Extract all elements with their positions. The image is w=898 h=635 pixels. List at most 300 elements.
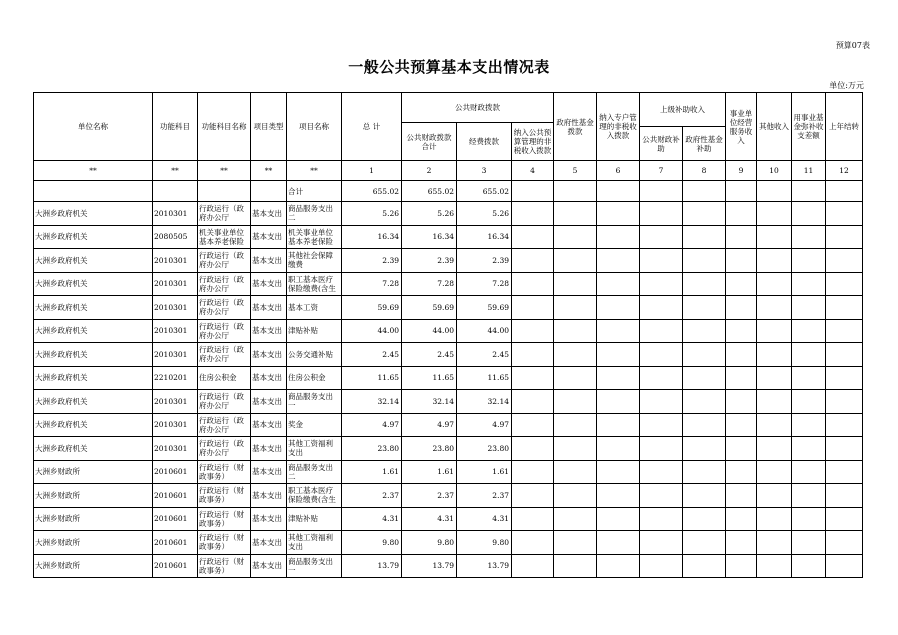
empty-cell: [683, 366, 726, 390]
column-number-row: [34, 161, 863, 181]
empty-cell: [597, 366, 640, 390]
func-name-cell-text: 行政运行（政府办公厅: [199, 251, 244, 270]
column-number: 4: [512, 161, 554, 181]
empty-cell: [757, 296, 792, 320]
column-number: **: [251, 161, 287, 181]
subtotal-cell: 9.80: [402, 531, 457, 555]
empty-cell: [512, 272, 554, 296]
item-name-cell-text: 商品服务支出二: [288, 462, 333, 481]
empty-cell: [640, 507, 683, 531]
column-number: **: [153, 161, 198, 181]
empty-cell: [554, 484, 597, 508]
empty-cell: [640, 366, 683, 390]
column-number: 3: [457, 161, 512, 181]
empty-cell: [683, 272, 726, 296]
item-type-cell: 基本支出: [251, 272, 287, 296]
empty-cell: [683, 484, 726, 508]
empty-cell: [554, 460, 597, 484]
empty-cell: [726, 202, 757, 226]
column-number: 9: [726, 161, 757, 181]
total-cell: 16.34: [342, 225, 402, 249]
item-type-cell: 基本支出: [251, 531, 287, 555]
empty-cell: [554, 507, 597, 531]
item-name-cell: [287, 531, 342, 555]
total-cell: 4.97: [342, 413, 402, 437]
empty-cell: [826, 319, 863, 343]
empty-cell: [512, 225, 554, 249]
table-row: [34, 366, 863, 390]
unit-name-cell: 大洲乡政府机关: [34, 202, 153, 226]
item-type-cell: 基本支出: [251, 366, 287, 390]
func-code-cell: 2010301: [153, 249, 198, 273]
column-number: 8: [683, 161, 726, 181]
item-name-cell-text: 机关事业单位基本养老保险: [288, 227, 333, 246]
empty-cell: [640, 202, 683, 226]
empty-cell: [726, 343, 757, 367]
item-name-cell: [287, 390, 342, 414]
item-name-cell: [287, 202, 342, 226]
empty-cell: [512, 413, 554, 437]
column-number: **: [34, 161, 153, 181]
func-code-cell: 2010301: [153, 437, 198, 461]
empty-cell: [757, 460, 792, 484]
unit-name-cell: 大洲乡政府机关: [34, 249, 153, 273]
table-row: [34, 507, 863, 531]
header-special-nontax: 纳入专户管理的非税收入拨款: [597, 93, 640, 161]
empty-cell: [683, 460, 726, 484]
func-name-cell-text: 行政运行（政府办公厅: [199, 392, 244, 411]
unit-name-cell: 大洲乡政府机关: [34, 272, 153, 296]
func-name-cell-text: 行政运行（政府办公厅: [199, 298, 244, 317]
empty-cell: [640, 343, 683, 367]
item-name-cell-text: 其他工资福利支出: [288, 439, 333, 458]
fund-cell: 1.61: [457, 460, 512, 484]
header-sup-public: 公共财政补助: [640, 127, 683, 161]
empty-cell: [757, 225, 792, 249]
empty-cell: [757, 272, 792, 296]
empty-cell: [757, 366, 792, 390]
empty-cell: [597, 437, 640, 461]
empty-cell: [512, 366, 554, 390]
item-type-cell: 基本支出: [251, 507, 287, 531]
empty-cell: [554, 296, 597, 320]
subtotal-cell: 2.45: [402, 343, 457, 367]
empty-cell: [726, 507, 757, 531]
empty-cell: [726, 249, 757, 273]
empty-cell: [726, 390, 757, 414]
func-name-cell-text: 行政运行（财政事务）: [199, 462, 244, 481]
empty-cell: [826, 225, 863, 249]
fund-cell: 4.31: [457, 507, 512, 531]
header-superior: 上级补助收入: [640, 93, 726, 127]
empty-cell: [683, 413, 726, 437]
empty-cell: [792, 531, 826, 555]
item-name-cell-text: 职工基本医疗保险缴费(含生: [288, 274, 336, 293]
empty-cell: [554, 225, 597, 249]
table-row: [34, 531, 863, 555]
empty-cell: [757, 507, 792, 531]
header-func-name: 功能科目名称: [198, 93, 251, 161]
empty-cell: [792, 319, 826, 343]
table-row: [34, 343, 863, 367]
func-code-cell: 2080505: [153, 225, 198, 249]
empty-cell: [597, 249, 640, 273]
fund-cell: 9.80: [457, 531, 512, 555]
total-cell: 2.39: [342, 249, 402, 273]
table-row: [34, 437, 863, 461]
func-name-cell-text: 行政运行（财政事务）: [199, 486, 244, 505]
empty-cell: [792, 202, 826, 226]
item-name-cell: [287, 507, 342, 531]
empty-cell: [597, 225, 640, 249]
empty-cell: [554, 366, 597, 390]
total-cell: 23.80: [342, 437, 402, 461]
table-row: [34, 554, 863, 578]
item-name-cell-text: 奖金: [288, 420, 303, 430]
subtotal-cell: 2.37: [402, 484, 457, 508]
func-code-cell: 2010301: [153, 343, 198, 367]
func-name-cell-text: 行政运行（政府办公厅: [199, 321, 244, 340]
func-name-cell-text: 行政运行（财政事务）: [199, 509, 244, 528]
unit-name-cell: 大洲乡政府机关: [34, 225, 153, 249]
column-number: 10: [757, 161, 792, 181]
empty-cell: [597, 460, 640, 484]
func-name-cell-text: 机关事业单位基本养老保险: [199, 227, 244, 246]
empty-cell: [554, 437, 597, 461]
unit-name-cell: 大洲乡财政所: [34, 531, 153, 555]
func-name-cell: [198, 296, 251, 320]
header-balance-fund: 用事业基金弥补收支差额: [792, 93, 826, 161]
item-type-cell: 基本支出: [251, 319, 287, 343]
item-type-cell: 基本支出: [251, 343, 287, 367]
fund-cell: 59.69: [457, 296, 512, 320]
empty-cell: [554, 390, 597, 414]
func-name-cell-text: 行政运行（财政事务）: [199, 556, 244, 575]
item-name-cell: [287, 413, 342, 437]
total-label: 合计: [287, 181, 342, 202]
func-name-cell-text: 行政运行（财政事务）: [199, 533, 244, 552]
empty-cell: [554, 319, 597, 343]
item-name-cell-text: 其他社会保障缴费: [288, 251, 333, 270]
table-row: [34, 272, 863, 296]
empty-cell: [757, 319, 792, 343]
total-cell: 59.69: [342, 296, 402, 320]
empty-cell: [726, 484, 757, 508]
fund-cell: 23.80: [457, 437, 512, 461]
item-type-cell: 基本支出: [251, 554, 287, 578]
total-fund: 655.02: [457, 181, 512, 202]
empty-cell: [512, 296, 554, 320]
header-item-type: 项目类型: [251, 93, 287, 161]
func-name-cell: [198, 249, 251, 273]
empty-cell: [597, 390, 640, 414]
unit-name-cell: 大洲乡财政所: [34, 460, 153, 484]
empty-cell: [792, 484, 826, 508]
func-code-cell: 2010301: [153, 296, 198, 320]
empty-cell: [826, 554, 863, 578]
func-name-cell: [198, 531, 251, 555]
unit-name-cell: 大洲乡政府机关: [34, 390, 153, 414]
empty-cell: [597, 296, 640, 320]
fund-cell: 7.28: [457, 272, 512, 296]
table-row: [34, 296, 863, 320]
empty-cell: [640, 319, 683, 343]
total-cell: 11.65: [342, 366, 402, 390]
empty-cell: [726, 319, 757, 343]
item-type-cell: 基本支出: [251, 249, 287, 273]
table-row: [34, 202, 863, 226]
subtotal-cell: 11.65: [402, 366, 457, 390]
fund-cell: 5.26: [457, 202, 512, 226]
empty-cell: [597, 202, 640, 226]
unit-name-cell: 大洲乡政府机关: [34, 413, 153, 437]
item-name-cell-text: 其他工资福利支出: [288, 533, 333, 552]
header-biz-income: 事业单位经营服务收入: [726, 93, 757, 161]
empty-cell: [726, 366, 757, 390]
header-pf-subtotal: 公共财政拨款合计: [402, 123, 457, 161]
empty-cell: [726, 413, 757, 437]
empty-cell: [726, 225, 757, 249]
empty-cell: [792, 343, 826, 367]
empty-cell: [597, 343, 640, 367]
empty-cell: [640, 484, 683, 508]
empty-cell: [826, 437, 863, 461]
header-gov-fund: 政府性基金拨款: [554, 93, 597, 161]
fund-cell: 2.37: [457, 484, 512, 508]
empty-cell: [554, 343, 597, 367]
empty-cell: [597, 531, 640, 555]
subtotal-cell: 16.34: [402, 225, 457, 249]
empty-cell: [726, 460, 757, 484]
column-number: 11: [792, 161, 826, 181]
empty-cell: [826, 507, 863, 531]
func-name-cell-text: 行政运行（政府办公厅: [199, 345, 244, 364]
item-type-cell: 基本支出: [251, 225, 287, 249]
empty-cell: [683, 319, 726, 343]
empty-cell: [792, 272, 826, 296]
header-other-income: 其他收入: [757, 93, 792, 161]
item-name-cell: [287, 296, 342, 320]
fund-cell: 16.34: [457, 225, 512, 249]
empty-cell: [826, 343, 863, 367]
empty-cell: [640, 249, 683, 273]
table-row: [34, 390, 863, 414]
empty-cell: [640, 225, 683, 249]
empty-cell: [792, 507, 826, 531]
func-name-cell: [198, 460, 251, 484]
item-name-cell-text: 职工基本医疗保险缴费(含生: [288, 486, 336, 505]
empty-cell: [640, 413, 683, 437]
empty-cell: [597, 507, 640, 531]
empty-cell: [792, 225, 826, 249]
unit-name-cell: 大洲乡政府机关: [34, 343, 153, 367]
subtotal-cell: 32.14: [402, 390, 457, 414]
empty-cell: [683, 249, 726, 273]
empty-cell: [757, 531, 792, 555]
header-pf-nontax: 纳入公共预算管理的非税收入拨款: [512, 123, 554, 161]
func-code-cell: 2010601: [153, 531, 198, 555]
unit-name-cell: 大洲乡政府机关: [34, 296, 153, 320]
empty-cell: [792, 460, 826, 484]
empty-cell: [640, 272, 683, 296]
empty-cell: [826, 413, 863, 437]
empty-cell: [683, 202, 726, 226]
empty-cell: [640, 296, 683, 320]
unit-name-cell: 大洲乡财政所: [34, 554, 153, 578]
table-row: [34, 249, 863, 273]
item-name-cell-text: 商品服务支出一: [288, 392, 333, 411]
item-name-cell-text: 津贴补贴: [288, 514, 318, 524]
empty-cell: [826, 249, 863, 273]
empty-cell: [826, 296, 863, 320]
empty-cell: [757, 554, 792, 578]
func-code-cell: 2010601: [153, 554, 198, 578]
func-code-cell: 2010301: [153, 272, 198, 296]
item-name-cell-text: 商品服务支出二: [288, 204, 333, 223]
fund-cell: 4.97: [457, 413, 512, 437]
header-item-name: 项目名称: [287, 93, 342, 161]
column-number: 7: [640, 161, 683, 181]
budget-table: [33, 92, 863, 578]
total-amount: 655.02: [342, 181, 402, 202]
header-unit-name: 单位名称: [34, 93, 153, 161]
func-code-cell: 2210201: [153, 366, 198, 390]
item-name-cell-text: 住房公积金: [288, 373, 326, 383]
empty-cell: [726, 296, 757, 320]
unit-label: 单位:万元: [829, 81, 864, 90]
empty-cell: [683, 343, 726, 367]
empty-cell: [597, 484, 640, 508]
empty-cell: [512, 554, 554, 578]
empty-cell: [554, 413, 597, 437]
empty-cell: [512, 437, 554, 461]
column-number: 1: [342, 161, 402, 181]
item-name-cell: [287, 366, 342, 390]
empty-cell: [757, 249, 792, 273]
empty-cell: [597, 319, 640, 343]
empty-cell: [640, 390, 683, 414]
header-carry-over: 上年结转: [826, 93, 863, 161]
fund-cell: 2.39: [457, 249, 512, 273]
unit-name-cell: 大洲乡财政所: [34, 484, 153, 508]
empty-cell: [683, 531, 726, 555]
empty-cell: [597, 413, 640, 437]
item-type-cell: 基本支出: [251, 413, 287, 437]
empty-cell: [792, 390, 826, 414]
table-row: [34, 225, 863, 249]
empty-cell: [554, 272, 597, 296]
empty-cell: [683, 507, 726, 531]
func-code-cell: 2010601: [153, 507, 198, 531]
empty-cell: [512, 484, 554, 508]
func-name-cell: [198, 437, 251, 461]
subtotal-cell: 44.00: [402, 319, 457, 343]
unit-name-cell: 大洲乡政府机关: [34, 437, 153, 461]
empty-cell: [512, 319, 554, 343]
header-func-code: 功能科目: [153, 93, 198, 161]
total-cell: 2.45: [342, 343, 402, 367]
item-name-cell: [287, 319, 342, 343]
empty-cell: [757, 437, 792, 461]
header-sup-gov: 政府性基金补助: [683, 127, 726, 161]
subtotal-cell: 59.69: [402, 296, 457, 320]
func-code-cell: 2010301: [153, 390, 198, 414]
subtotal-cell: 13.79: [402, 554, 457, 578]
empty-cell: [792, 437, 826, 461]
item-name-cell: [287, 460, 342, 484]
func-code-cell: 2010301: [153, 202, 198, 226]
header-public-finance: 公共财政拨款: [402, 93, 554, 123]
total-cell: 2.37: [342, 484, 402, 508]
empty-cell: [554, 202, 597, 226]
fund-cell: 44.00: [457, 319, 512, 343]
func-name-cell-text: 行政运行（政府办公厅: [199, 439, 244, 458]
subtotal-cell: 7.28: [402, 272, 457, 296]
table-row: [34, 319, 863, 343]
table-row: [34, 484, 863, 508]
empty-cell: [512, 507, 554, 531]
total-cell: 4.31: [342, 507, 402, 531]
subtotal-cell: 2.39: [402, 249, 457, 273]
empty-cell: [792, 554, 826, 578]
empty-cell: [683, 225, 726, 249]
table-row: [34, 413, 863, 437]
total-cell: 7.28: [342, 272, 402, 296]
total-row: [34, 181, 863, 202]
empty-cell: [726, 272, 757, 296]
empty-cell: [640, 460, 683, 484]
column-number: 6: [597, 161, 640, 181]
empty-cell: [512, 249, 554, 273]
func-name-cell: [198, 225, 251, 249]
subtotal-cell: 4.31: [402, 507, 457, 531]
item-type-cell: 基本支出: [251, 202, 287, 226]
empty-cell: [757, 390, 792, 414]
empty-cell: [512, 343, 554, 367]
empty-cell: [554, 249, 597, 273]
fund-cell: 32.14: [457, 390, 512, 414]
empty-cell: [792, 413, 826, 437]
empty-cell: [726, 554, 757, 578]
total-cell: 32.14: [342, 390, 402, 414]
empty-cell: [757, 413, 792, 437]
empty-cell: [792, 249, 826, 273]
item-name-cell: [287, 437, 342, 461]
empty-cell: [826, 390, 863, 414]
empty-cell: [554, 554, 597, 578]
item-name-cell: [287, 343, 342, 367]
item-name-cell-text: 商品服务支出一: [288, 556, 333, 575]
func-code-cell: 2010301: [153, 413, 198, 437]
column-number: 12: [826, 161, 863, 181]
column-number: 2: [402, 161, 457, 181]
empty-cell: [826, 484, 863, 508]
item-name-cell: [287, 484, 342, 508]
unit-name-cell: 大洲乡政府机关: [34, 319, 153, 343]
subtotal-cell: 23.80: [402, 437, 457, 461]
item-name-cell: [287, 272, 342, 296]
item-name-cell-text: 公务交通补贴: [288, 349, 333, 359]
unit-name-cell: 大洲乡财政所: [34, 507, 153, 531]
subtotal-cell: 4.97: [402, 413, 457, 437]
form-number: 预算07表: [835, 41, 870, 50]
total-cell: 1.61: [342, 460, 402, 484]
func-name-cell-text: 行政运行（政府办公厅: [199, 415, 244, 434]
func-name-cell: [198, 343, 251, 367]
empty-cell: [826, 366, 863, 390]
func-name-cell: [198, 484, 251, 508]
empty-cell: [512, 390, 554, 414]
